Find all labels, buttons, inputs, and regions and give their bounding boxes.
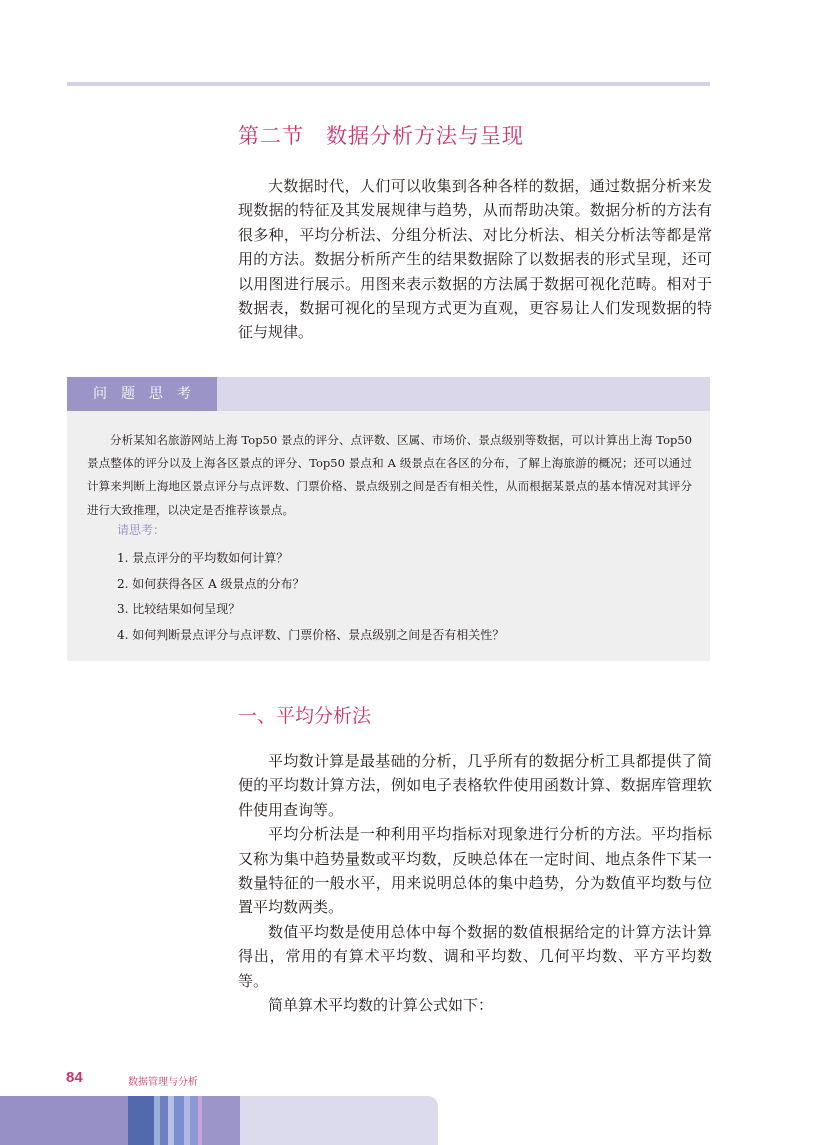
think-paragraph: 分析某知名旅游网站上海 Top50 景点的评分、点评数、区属、市场价、景点级别等数据，可以计算出上海 Top50 景点整体的评分以及上海各区景点的评分、Top50 景点和 A 级景点在各区的分布，了解上海旅游的概况；还可以通过计算来判断上海地区景点评分与点评数、门票价格、景点级别之间是否有相关性，从而根据某景点的基本情况对其评分进行大致推理，以决定是否推荐该景点。 — [87, 433, 692, 517]
section-heading: 数据分析方法与呈现 — [326, 124, 524, 148]
subsection-title: 一、平均分析法 — [238, 705, 372, 727]
body-paragraph: 平均数计算是最基础的分析，几乎所有的数据分析工具都提供了简便的平均数计算方法，例如电子表格软件使用函数计算、数据库管理软件使用查询等。 — [238, 752, 712, 819]
header-rule — [67, 82, 710, 86]
footer-stripe — [190, 1096, 198, 1145]
footer-stripe — [0, 1096, 128, 1145]
think-prompt: 请思考： — [117, 523, 166, 537]
footer-stripe — [160, 1096, 168, 1145]
body-paragraph: 简单算术平均数的计算公式如下： — [268, 996, 494, 1015]
footer-stripe — [128, 1096, 154, 1145]
footer-band — [0, 1096, 438, 1145]
intro-paragraph — [238, 174, 712, 345]
section-number: 第二节 — [238, 124, 304, 148]
running-title: 数据管理与分析 — [128, 1077, 198, 1088]
question-item: 3. 比较结果如何呈现？ — [117, 602, 241, 616]
think-label: 问题思考 — [67, 377, 217, 411]
body-paragraph: 平均分析法是一种利用平均指标对现象进行分析的方法。平均指标又称为集中趋势量数或平均数，反映总体在一定时间、地点条件下某一数量特征的一般水平，用来说明总体的集中趋势，分为数值平均数与位置平均数两类。 — [238, 825, 712, 917]
question-item: 1. 景点评分的平均数如何计算？ — [117, 551, 289, 565]
section-title — [238, 120, 524, 150]
footer-stripe — [174, 1096, 184, 1145]
question-item: 4. 如何判断景点评分与点评数、门票价格、景点级别之间是否有相关性？ — [117, 627, 505, 642]
main-body — [238, 749, 712, 1017]
think-box — [67, 377, 710, 661]
page-number: 84 — [66, 1069, 83, 1086]
intro-text: 大数据时代，人们可以收集到各种各样的数据，通过数据分析来发现数据的特征及其发展规律与趋势，从而帮助决策。数据分析的方法有很多种，平均分析法、分组分析法、对比分析法、相关分析法等都是常用的方法。数据分析所产生的结果数据除了以数据表的形式呈现，还可以用图进行展示。用图来表示数据的方法属于数据可视化范畴。相对于数据表，数据可视化的呈现方式更为直观，更容易让人们发现数据的特征与规律。 — [238, 177, 712, 342]
question-list — [117, 546, 504, 648]
body-paragraph: 数值平均数是使用总体中每个数据的数值根据给定的计算方法计算得出，常用的有算术平均数、调和平均数、几何平均数、平方平均数等。 — [238, 922, 712, 990]
question-item: 2. 如何获得各区 A 级景点的分布？ — [117, 576, 305, 591]
footer-stripe — [202, 1096, 240, 1145]
